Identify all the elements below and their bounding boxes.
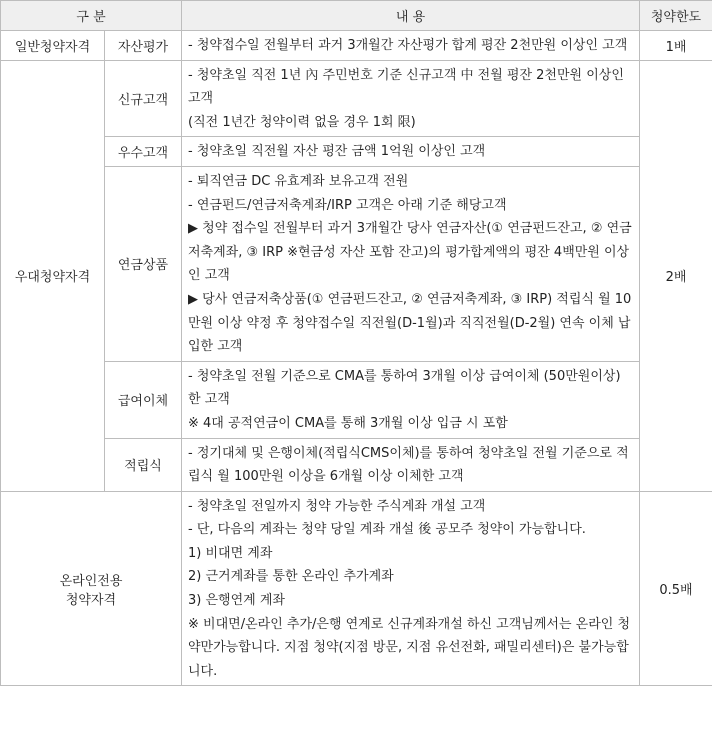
table-row-vip — [1, 137, 712, 167]
content-line: ※ 비대면/온라인 추가/은행 연계로 신규계좌개설 하신 고객님께서는 온라인 청약만가능합니다. 지점 청약(지점 방문, 지점 유선전화, 패밀리센터)은 불가능합니다. — [188, 616, 631, 679]
subcategory-asset-label: 자산평가 — [105, 31, 182, 61]
header-category: 구 분 — [1, 1, 182, 31]
table-row-general — [1, 31, 712, 61]
content-line: - 청약초일 전일까지 청약 가능한 주식계좌 개설 고객 — [188, 498, 486, 514]
content-line: - 청약초일 직전월 자산 평잔 금액 1억원 이상인 고객 — [188, 144, 486, 160]
table-row-pension — [1, 166, 712, 361]
content-line: 3) 은행연계 계좌 — [188, 593, 285, 609]
content-line: 2) 근거계좌를 통한 온라인 추가계좌 — [188, 569, 394, 585]
group-preferred-label: 우대청약자격 — [1, 60, 105, 491]
subcategory-vip-label: 우수고객 — [105, 137, 182, 167]
group-online-label-line2: 청약자격 — [65, 592, 117, 608]
content-line: ※ 4대 공적연금이 CMA를 통해 3개월 이상 입금 시 포함 — [188, 415, 508, 431]
content-line: - 퇴직연금 DC 유효계좌 보유고객 전원 — [188, 173, 409, 189]
group-online-label — [1, 491, 182, 686]
table-header-row — [1, 1, 712, 31]
subcategory-pension-content — [182, 166, 640, 361]
header-limit: 청약한도 — [640, 1, 712, 31]
group-online-content — [182, 491, 640, 686]
table-row-online — [1, 491, 712, 686]
group-online-limit: 0.5배 — [640, 491, 712, 686]
content-line: - 청약초일 직전 1년 內 주민번호 기준 신규고객 中 전월 평잔 2천만원 이상인 고객 — [188, 67, 624, 107]
subcategory-asset-content — [182, 31, 640, 61]
content-line: (직전 1년간 청약이력 없을 경우 1회 限) — [188, 114, 416, 130]
content-line: 1) 비대면 계좌 — [188, 545, 273, 561]
content-line: - 단, 다음의 계좌는 청약 당일 계좌 개설 後 공모주 청약이 가능합니다. — [188, 522, 586, 538]
group-general-label: 일반청약자격 — [1, 31, 105, 61]
group-preferred-limit: 2배 — [640, 60, 712, 491]
content-line: ▶ 청약 접수일 전월부터 과거 3개월간 당사 연금자산(① 연금펀드잔고, ② 연금저축계좌, ③ IRP ※현금성 자산 포함 잔고)의 평가합계액의 평잔 4백만원 이상인 고객 — [188, 221, 632, 284]
subcategory-new-customer-content — [182, 60, 640, 137]
group-general-limit: 1배 — [640, 31, 712, 61]
content-line: - 연금펀드/연금저축계좌/IRP 고객은 아래 기준 해당고객 — [188, 197, 507, 213]
content-line: ▶ 당사 연금저축상품(① 연금펀드잔고, ② 연금저축계좌, ③ IRP) 적립식 월 10만원 이상 약정 후 청약접수일 직전월(D-1월)과 직직전월(D-2월) 연속 이체 납입한 고객 — [188, 291, 632, 355]
content-line: - 청약초일 전월 기준으로 CMA를 통하여 3개월 이상 급여이체 (50만원이상)한 고객 — [188, 368, 621, 408]
subcategory-vip-content — [182, 137, 640, 167]
table-row-installment — [1, 438, 712, 491]
header-content: 내 용 — [182, 1, 640, 31]
subcategory-salary-label: 급여이체 — [105, 361, 182, 438]
group-online-label-line1: 온라인전용 — [59, 573, 123, 589]
subcategory-salary-content — [182, 361, 640, 438]
content-line: - 청약접수일 전월부터 과거 3개월간 자산평가 합계 평잔 2천만원 이상인 고객 — [188, 38, 628, 53]
subcategory-pension-label: 연금상품 — [105, 166, 182, 361]
subcategory-installment-label: 적립식 — [105, 438, 182, 491]
table-row-new-customer — [1, 60, 712, 137]
subcategory-installment-content — [182, 438, 640, 491]
table-row-salary — [1, 361, 712, 438]
subcategory-new-customer-label: 신규고객 — [105, 60, 182, 137]
content-line: - 정기대체 및 은행이체(적립식CMS이체)를 통하여 청약초일 전월 기준으로 적립식 월 100만원 이상을 6개월 이상 이체한 고객 — [188, 445, 629, 485]
